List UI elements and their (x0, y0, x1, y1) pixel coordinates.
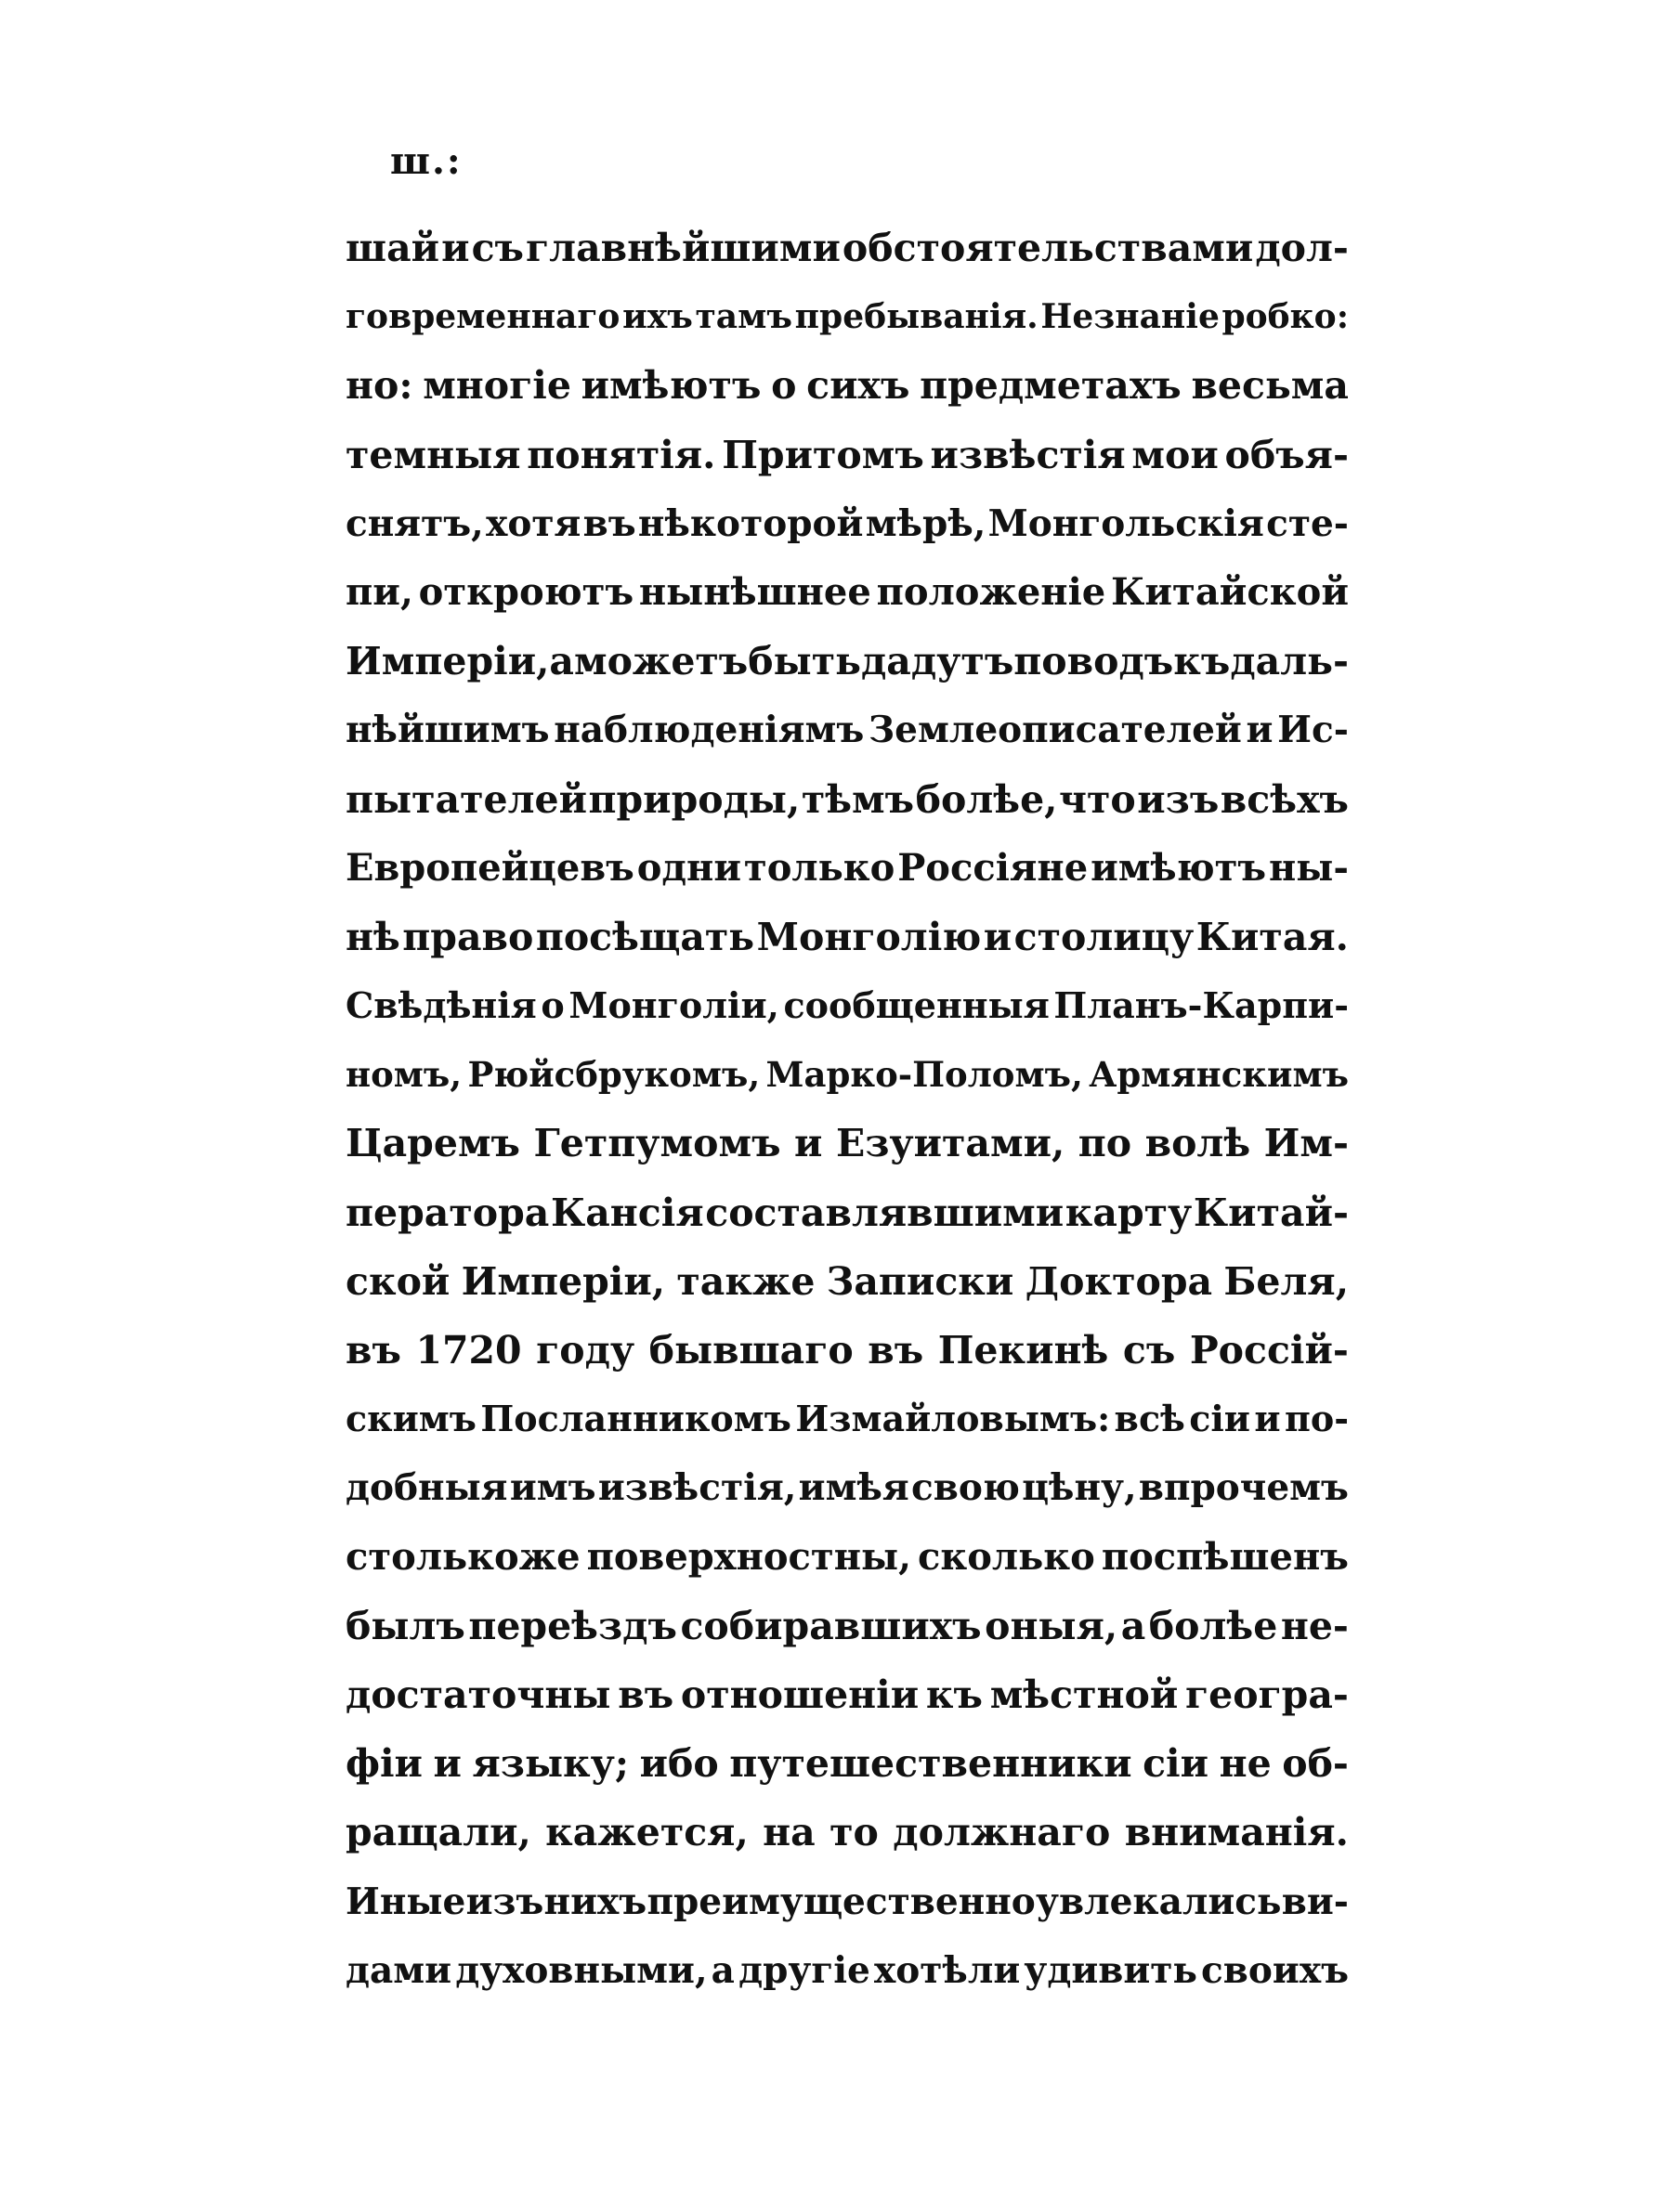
text-line: говременнаго ихъ тамъ пребыванія. Незнаніе робко: (346, 297, 1349, 337)
text-line: былъ переѣздъ собиравшихъ оныя, а болѣе не- (346, 1603, 1349, 1648)
text-line: пытателей природы, тѣмъ болѣе, что изъ всѣхъ (346, 776, 1349, 822)
text-line: Царемъ Гетпумомъ и Езуитами, по волѣ Им- (346, 1121, 1349, 1166)
text-line: въ 1720 году бывшаго въ Пекинѣ съ Россій- (346, 1328, 1349, 1373)
text-line: Иные изъ нихъ преимущественно увлекались ви- (346, 1880, 1349, 1923)
text-line: нѣйшимъ наблюденіямъ Землеописателей и Ис- (346, 709, 1349, 752)
page-number: ш.: (390, 139, 463, 183)
text-line: но: многіе имѣютъ о сихъ предметахъ весьма (346, 363, 1349, 409)
text-line: номъ, Рюйсбрукомъ, Марко-Поломъ, Армянскимъ (346, 1054, 1349, 1096)
text-line: пи, откроютъ нынѣшнее положеніе Китайской (346, 569, 1349, 614)
text-line: ращали, кажется, на то должнаго вниманія. (346, 1810, 1349, 1855)
text-line: Европейцевъ одни только Россіяне имѣютъ ны- (346, 845, 1349, 890)
body-text (346, 214, 1349, 2005)
text-line: Имперіи, а можетъ быть дадутъ поводъ къ даль- (346, 639, 1349, 684)
text-line: Свѣдѣнія о Монголіи, сообщенныя Планъ-Карпи- (346, 984, 1349, 1027)
text-line: скимъ Посланникомъ Измайловымъ: всѣ сіи и по- (346, 1398, 1349, 1440)
text-line: фіи и языку; ибо путешественники сіи не об- (346, 1741, 1349, 1787)
text-line: шай и съ главнѣйшими обстоятельствами дол- (346, 226, 1349, 270)
text-line: добныя имъ извѣстія, имѣя свою цѣну, впрочемъ (346, 1466, 1349, 1510)
text-line: дами духовными, а другіе хотѣли удивить своихъ (346, 1948, 1349, 1992)
text-line: нѣ право посѣщать Монголію и столицу Китая. (346, 914, 1349, 959)
text-line: столькоже поверхностны, сколько поспѣшенъ (346, 1534, 1349, 1579)
text-line: снятъ, хотя въ нѣкоторой мѣрѣ, Монгольскія сте- (346, 501, 1349, 545)
text-line: достаточны въ отношеніи къ мѣстной геогра- (346, 1672, 1349, 1717)
text-line: темныя понятія. Притомъ извѣстія мои объя- (346, 432, 1349, 477)
text-line: ской Имперіи, также Записки Доктора Беля, (346, 1258, 1349, 1304)
text-line: ператора Кансія составлявшими карту Китай- (346, 1190, 1349, 1235)
